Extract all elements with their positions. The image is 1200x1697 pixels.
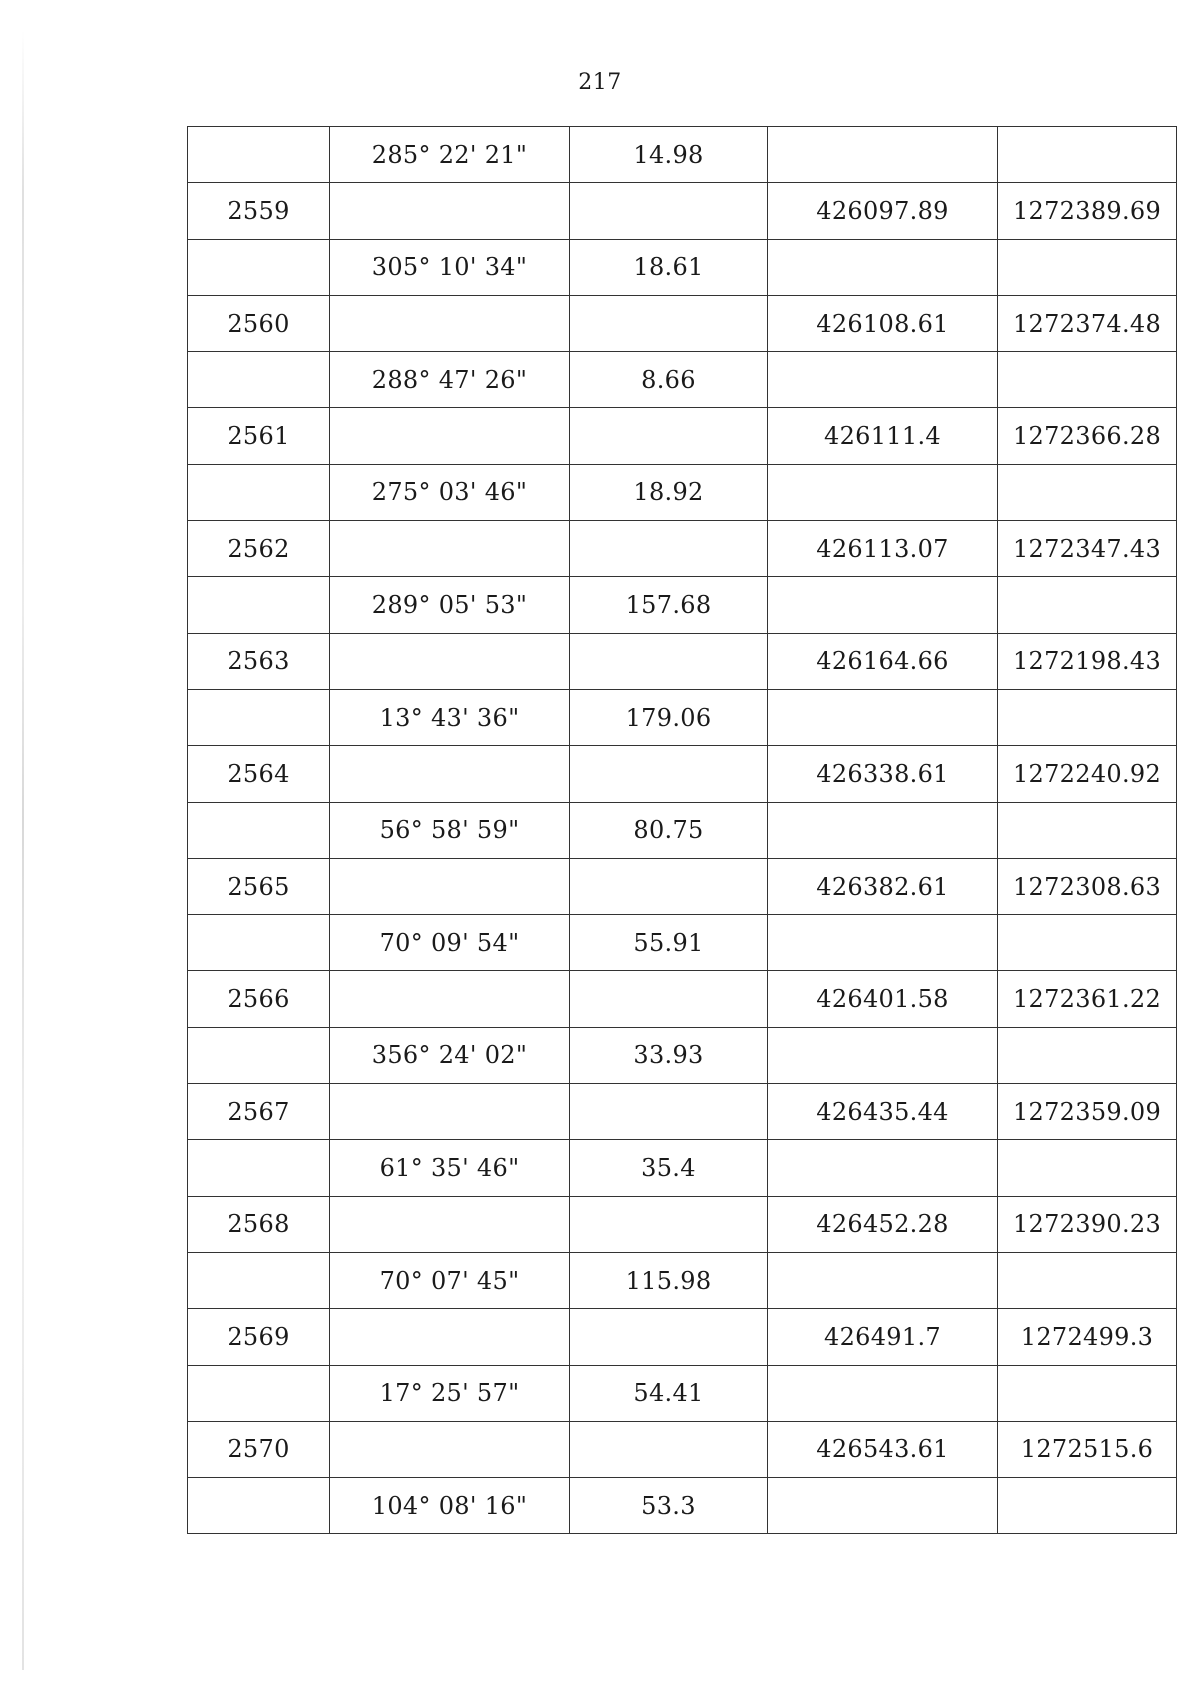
table-row <box>188 1084 1177 1140</box>
table-row <box>188 971 1177 1027</box>
station-cell <box>188 1478 330 1534</box>
northing-cell <box>768 802 998 858</box>
station-cell <box>188 1252 330 1308</box>
table-row <box>188 1027 1177 1083</box>
scan-edge-shadow <box>22 30 24 1670</box>
bearing-cell: 17° 25' 57" <box>330 1365 570 1421</box>
easting-cell <box>998 1140 1177 1196</box>
northing-cell: 426382.61 <box>768 858 998 914</box>
northing-cell: 426111.4 <box>768 408 998 464</box>
distance-cell <box>570 295 768 351</box>
station-cell: 2566 <box>188 971 330 1027</box>
northing-cell: 426543.61 <box>768 1421 998 1477</box>
bearing-cell <box>330 521 570 577</box>
distance-cell <box>570 183 768 239</box>
northing-cell <box>768 1027 998 1083</box>
easting-cell <box>998 239 1177 295</box>
table-row <box>188 1140 1177 1196</box>
bearing-cell: 70° 09' 54" <box>330 915 570 971</box>
station-cell <box>188 1365 330 1421</box>
station-cell <box>188 464 330 520</box>
distance-cell: 14.98 <box>570 127 768 183</box>
distance-cell: 179.06 <box>570 689 768 745</box>
bearing-cell <box>330 858 570 914</box>
distance-cell: 115.98 <box>570 1252 768 1308</box>
distance-cell: 18.61 <box>570 239 768 295</box>
distance-cell <box>570 408 768 464</box>
table-row <box>188 1478 1177 1534</box>
bearing-cell <box>330 1196 570 1252</box>
easting-cell: 1272366.28 <box>998 408 1177 464</box>
station-cell: 2565 <box>188 858 330 914</box>
distance-cell: 157.68 <box>570 577 768 633</box>
station-cell: 2563 <box>188 633 330 689</box>
table-row <box>188 802 1177 858</box>
bearing-cell: 288° 47' 26" <box>330 352 570 408</box>
easting-cell: 1272389.69 <box>998 183 1177 239</box>
northing-cell <box>768 1252 998 1308</box>
table-body <box>188 127 1177 1534</box>
easting-cell: 1272390.23 <box>998 1196 1177 1252</box>
distance-cell <box>570 971 768 1027</box>
station-cell <box>188 1140 330 1196</box>
northing-cell: 426401.58 <box>768 971 998 1027</box>
northing-cell <box>768 689 998 745</box>
northing-cell <box>768 1478 998 1534</box>
bearing-cell <box>330 746 570 802</box>
easting-cell <box>998 802 1177 858</box>
easting-cell: 1272347.43 <box>998 521 1177 577</box>
distance-cell <box>570 858 768 914</box>
bearing-cell <box>330 408 570 464</box>
table-row <box>188 352 1177 408</box>
bearing-cell: 56° 58' 59" <box>330 802 570 858</box>
easting-cell <box>998 577 1177 633</box>
easting-cell: 1272361.22 <box>998 971 1177 1027</box>
table-row <box>188 915 1177 971</box>
distance-cell: 53.3 <box>570 1478 768 1534</box>
table-row <box>188 239 1177 295</box>
bearing-cell <box>330 971 570 1027</box>
bearing-cell <box>330 1309 570 1365</box>
table-row <box>188 633 1177 689</box>
distance-cell: 8.66 <box>570 352 768 408</box>
station-cell <box>188 577 330 633</box>
station-cell <box>188 915 330 971</box>
northing-cell <box>768 352 998 408</box>
bearing-cell <box>330 633 570 689</box>
table-row <box>188 464 1177 520</box>
distance-cell <box>570 1084 768 1140</box>
easting-cell: 1272499.3 <box>998 1309 1177 1365</box>
distance-cell <box>570 521 768 577</box>
table-row <box>188 746 1177 802</box>
northing-cell <box>768 577 998 633</box>
northing-cell: 426108.61 <box>768 295 998 351</box>
bearing-cell: 289° 05' 53" <box>330 577 570 633</box>
table-row <box>188 858 1177 914</box>
easting-cell: 1272240.92 <box>998 746 1177 802</box>
easting-cell: 1272198.43 <box>998 633 1177 689</box>
table-row <box>188 1196 1177 1252</box>
northing-cell: 426452.28 <box>768 1196 998 1252</box>
distance-cell: 33.93 <box>570 1027 768 1083</box>
distance-cell <box>570 1421 768 1477</box>
easting-cell <box>998 1252 1177 1308</box>
northing-cell <box>768 1140 998 1196</box>
northing-cell: 426338.61 <box>768 746 998 802</box>
table-row <box>188 408 1177 464</box>
northing-cell: 426113.07 <box>768 521 998 577</box>
bearing-cell: 305° 10' 34" <box>330 239 570 295</box>
station-cell: 2560 <box>188 295 330 351</box>
distance-cell: 55.91 <box>570 915 768 971</box>
station-cell: 2559 <box>188 183 330 239</box>
station-cell <box>188 802 330 858</box>
station-cell: 2561 <box>188 408 330 464</box>
easting-cell <box>998 689 1177 745</box>
northing-cell: 426435.44 <box>768 1084 998 1140</box>
bearing-cell <box>330 1084 570 1140</box>
distance-cell: 80.75 <box>570 802 768 858</box>
distance-cell <box>570 1309 768 1365</box>
station-cell: 2570 <box>188 1421 330 1477</box>
northing-cell <box>768 464 998 520</box>
bearing-cell: 104° 08' 16" <box>330 1478 570 1534</box>
bearing-cell: 70° 07' 45" <box>330 1252 570 1308</box>
northing-cell <box>768 239 998 295</box>
easting-cell: 1272359.09 <box>998 1084 1177 1140</box>
bearing-cell <box>330 183 570 239</box>
easting-cell <box>998 1478 1177 1534</box>
station-cell <box>188 239 330 295</box>
northing-cell: 426097.89 <box>768 183 998 239</box>
station-cell: 2568 <box>188 1196 330 1252</box>
easting-cell <box>998 1365 1177 1421</box>
station-cell <box>188 689 330 745</box>
bearing-cell: 356° 24' 02" <box>330 1027 570 1083</box>
bearing-cell: 275° 03' 46" <box>330 464 570 520</box>
bearing-cell <box>330 295 570 351</box>
table-row <box>188 521 1177 577</box>
northing-cell: 426491.7 <box>768 1309 998 1365</box>
table-row <box>188 577 1177 633</box>
table-row <box>188 127 1177 183</box>
distance-cell: 35.4 <box>570 1140 768 1196</box>
easting-cell <box>998 127 1177 183</box>
table-row <box>188 1365 1177 1421</box>
table-row <box>188 1421 1177 1477</box>
bearing-cell: 61° 35' 46" <box>330 1140 570 1196</box>
easting-cell: 1272374.48 <box>998 295 1177 351</box>
station-cell <box>188 127 330 183</box>
distance-cell: 54.41 <box>570 1365 768 1421</box>
station-cell <box>188 1027 330 1083</box>
northing-cell: 426164.66 <box>768 633 998 689</box>
distance-cell <box>570 1196 768 1252</box>
easting-cell: 1272308.63 <box>998 858 1177 914</box>
survey-coordinates-table <box>187 126 1177 1534</box>
distance-cell <box>570 746 768 802</box>
easting-cell: 1272515.6 <box>998 1421 1177 1477</box>
station-cell: 2569 <box>188 1309 330 1365</box>
station-cell <box>188 352 330 408</box>
easting-cell <box>998 464 1177 520</box>
table-row <box>188 689 1177 745</box>
northing-cell <box>768 1365 998 1421</box>
northing-cell <box>768 915 998 971</box>
bearing-cell: 285° 22' 21" <box>330 127 570 183</box>
table-row <box>188 1309 1177 1365</box>
easting-cell <box>998 915 1177 971</box>
table-row <box>188 1252 1177 1308</box>
station-cell: 2567 <box>188 1084 330 1140</box>
easting-cell <box>998 352 1177 408</box>
page-number: 217 <box>578 70 622 95</box>
northing-cell <box>768 127 998 183</box>
table-row <box>188 295 1177 351</box>
bearing-cell <box>330 1421 570 1477</box>
distance-cell: 18.92 <box>570 464 768 520</box>
station-cell: 2562 <box>188 521 330 577</box>
distance-cell <box>570 633 768 689</box>
station-cell: 2564 <box>188 746 330 802</box>
bearing-cell: 13° 43' 36" <box>330 689 570 745</box>
easting-cell <box>998 1027 1177 1083</box>
table-row <box>188 183 1177 239</box>
